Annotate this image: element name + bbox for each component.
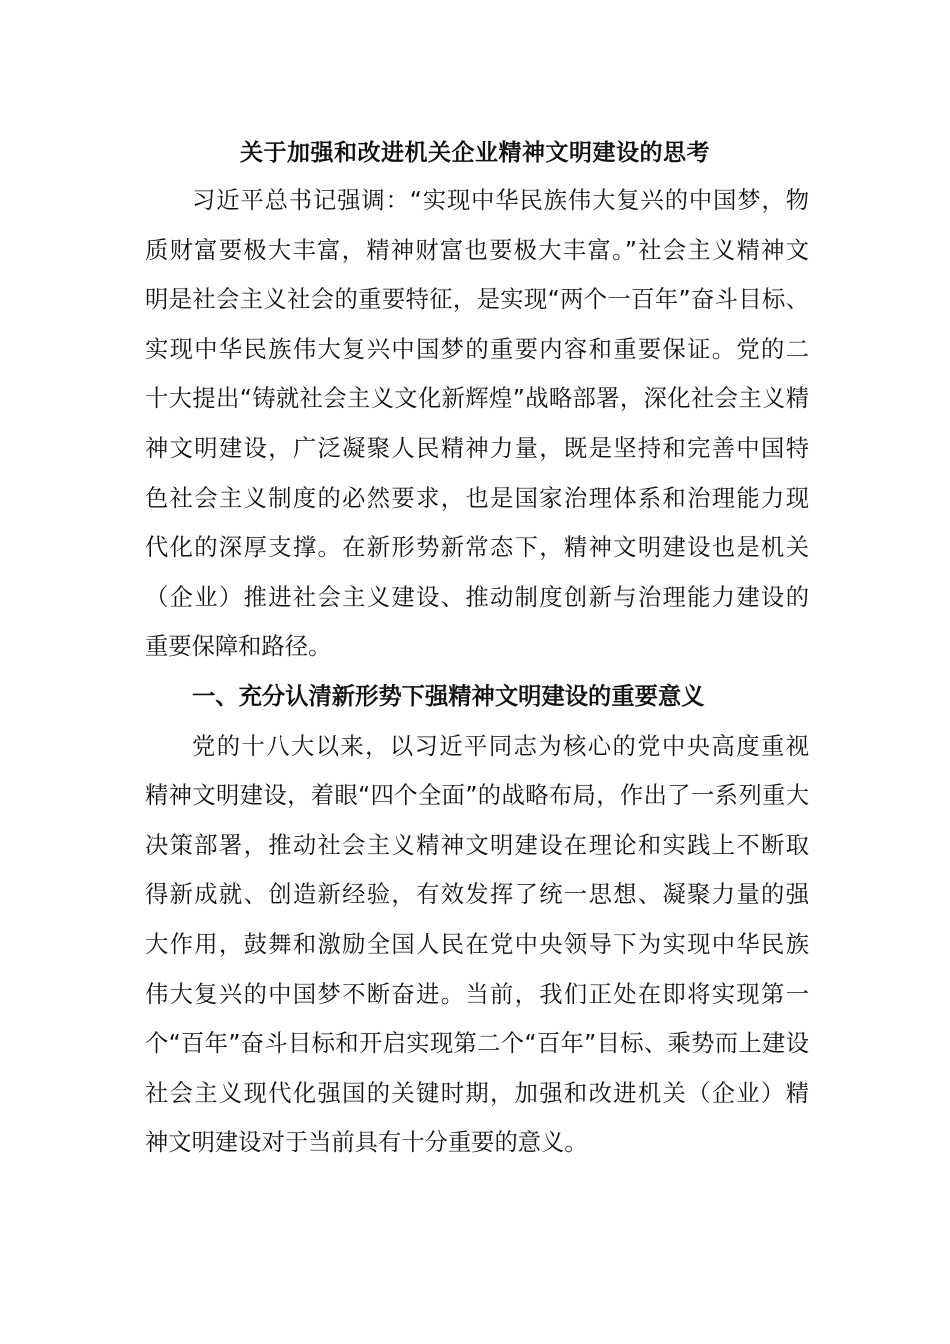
paragraph-line: 实现中华民族伟大复兴中国梦的重要内容和重要保证。党的二 [145,335,809,363]
paragraph-line: 神文明建设，广泛凝聚人民精神力量，既是坚持和完善中国特 [145,434,809,462]
paragraph-line: 大作用，鼓舞和激励全国人民在党中央领导下为实现中华民族 [145,930,809,958]
paragraph-line: 得新成就、创造新经验，有效发挥了统一思想、凝聚力量的强 [145,881,809,909]
section-heading: 一、充分认清新形势下强精神文明建设的重要意义 [192,683,705,710]
paragraph-line: 色社会主义制度的必然要求，也是国家治理体系和治理能力现 [145,484,809,512]
intro-paragraph [145,176,809,672]
paragraph-line: 个“百年”奋斗目标和开启实现第二个“百年”目标、乘势而上建设 [145,1030,809,1058]
paragraph-line: 十大提出“铸就社会主义文化新辉煌”战略部署，深化社会主义精 [145,385,809,413]
paragraph-line: 重要保障和路径。 [145,633,332,661]
paragraph-line: 精神文明建设，着眼“四个全面”的战略布局，作出了一系列重大 [145,782,809,810]
paragraph-line: 质财富要极大丰富，精神财富也要极大丰富。”社会主义精神文 [145,236,809,264]
section-one [145,672,809,1168]
document-title: 关于加强和改进机关企业精神文明建设的思考 [240,140,710,166]
paragraph-line: 伟大复兴的中国梦不断奋进。当前，我们正处在即将实现第一 [145,980,809,1008]
paragraph-line: 社会主义现代化强国的关键时期，加强和改进机关（企业）精 [145,1079,809,1107]
paragraph-line: 党的十八大以来，以习近平同志为核心的党中央高度重视 [192,732,809,760]
paragraph-line: 习近平总书记强调：“实现中华民族伟大复兴的中国梦，物 [192,187,809,214]
paragraph-line: 代化的深厚支撑。在新形势新常态下，精神文明建设也是机关 [145,534,809,562]
paragraph-line: 决策部署，推动社会主义精神文明建设在理论和实践上不断取 [145,831,809,859]
paragraph-line: 神文明建设对于当前具有十分重要的意义。 [145,1129,588,1157]
paragraph-line: （企业）推进社会主义建设、推动制度创新与治理能力建设的 [145,583,809,611]
paragraph-line: 明是社会主义社会的重要特征，是实现“两个一百年”奋斗目标、 [145,286,809,314]
